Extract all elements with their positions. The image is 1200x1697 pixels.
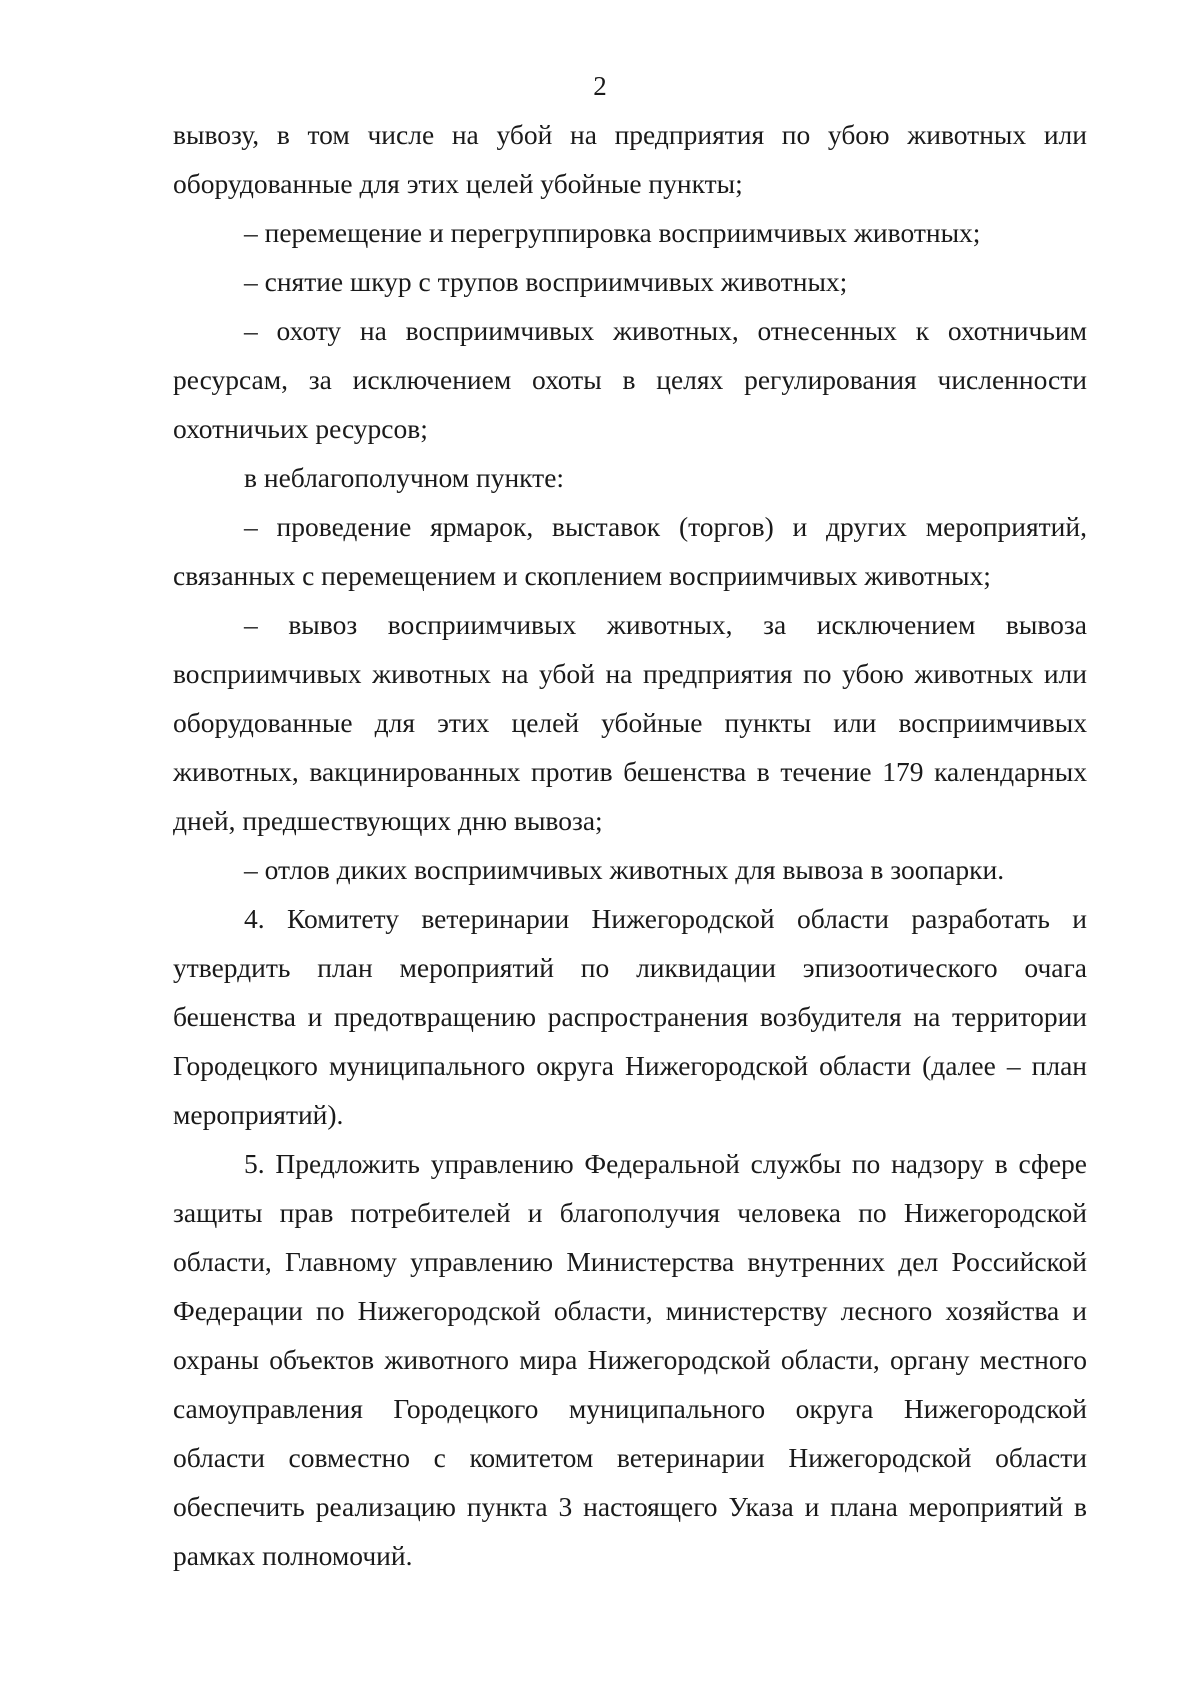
- paragraph-unsafe-point-heading: в неблагополучном пункте:: [244, 462, 565, 493]
- paragraph-item-4: 4. Комитету ветеринарии Нижегородской области разработать и утвердить план мероприятий по ликвидации эпизоотического очага бешенства и предотвращению распространения возбудителя на территории Городецкого муниципального округа Нижегородской области (далее – план мероприятий).: [173, 903, 1087, 1130]
- document-body: [173, 110, 1087, 1580]
- paragraph-skinning: – снятие шкур с трупов восприимчивых животных;: [244, 266, 848, 297]
- paragraph-export: – вывоз восприимчивых животных, за исключением вывоза восприимчивых животных на убой на предприятия по убою животных или оборудованные для этих целей убойные пункты или восприимчивых животных, вакцинированных против бешенства в течение 179 календарных дней, предшествующих дню вывоза;: [173, 609, 1087, 836]
- paragraph-trapping: – отлов диких восприимчивых животных для вывоза в зоопарки.: [244, 854, 1005, 885]
- paragraph-fairs: – проведение ярмарок, выставок (торгов) и других мероприятий, связанных с перемещением и скоплением восприимчивых животных;: [173, 511, 1087, 591]
- paragraph-relocation: – перемещение и перегруппировка восприимчивых животных;: [244, 217, 981, 248]
- paragraph-continuation: вывозу, в том числе на убой на предприятия по убою животных или оборудованные для этих целей убойные пункты;: [173, 119, 1087, 199]
- paragraph-item-5: 5. Предложить управлению Федеральной службы по надзору в сфере защиты прав потребителей и благополучия человека по Нижегородской области, Главному управлению Министерства внутренних дел Российской Федерации по Нижегородской области, министерству лесного хозяйства и охраны объектов животного мира Нижегородской области, органу местного самоуправления Городецкого муниципального округа Нижегородской области совместно с комитетом ветеринарии Нижегородской области обеспечить реализацию пункта 3 настоящего Указа и плана мероприятий в рамках полномочий.: [173, 1148, 1087, 1571]
- paragraph-hunting: – охоту на восприимчивых животных, отнесенных к охотничьим ресурсам, за исключением охоты в целях регулирования численности охотничьих ресурсов;: [173, 315, 1087, 444]
- page-number: 2: [593, 71, 607, 101]
